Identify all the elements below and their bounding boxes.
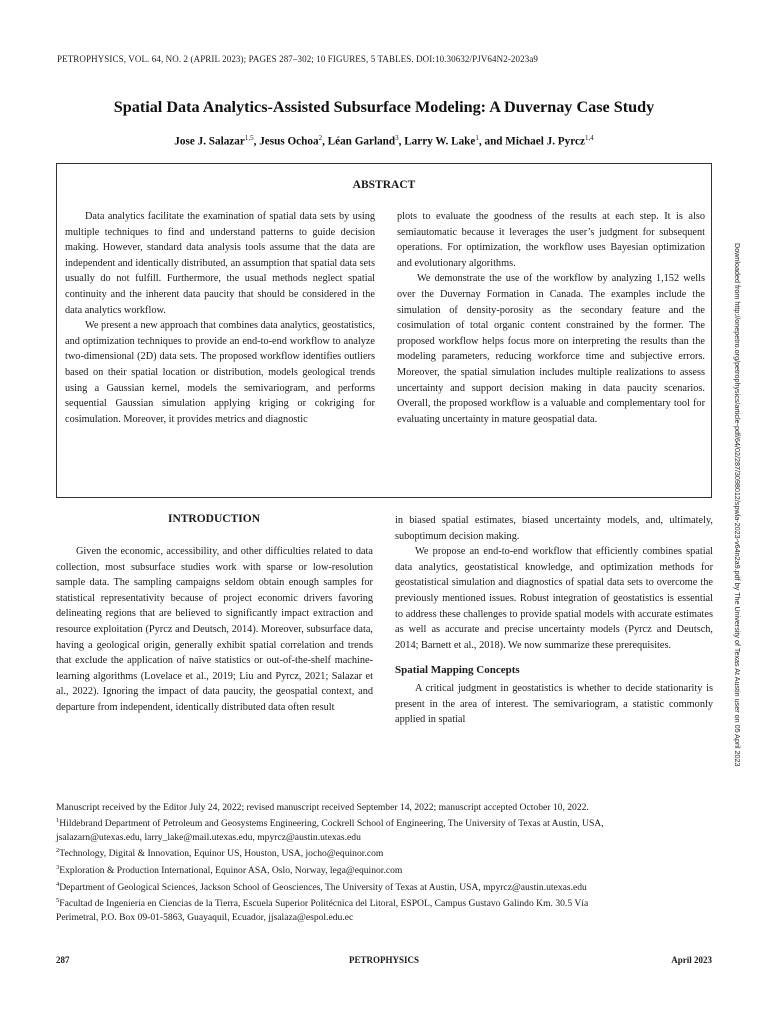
affiliation-footnote [56, 844, 716, 861]
affiliation-marker: 1,4 [584, 134, 594, 142]
author-name: , Léan Garland [322, 135, 396, 148]
body-paragraph: Given the economic, accessibility, and other difficulties related to data collection, most subsurface studies work with sparse or low-resolution sample data. The sampling campaigns seldom obtain enough samples for statistical representativity because of project economic drivers favoring delineating regions that are believed to significantly impact extraction and resource exploitation (Pyrcz and Deutsch, 2014). Moreover, subsurface data, having a geological origin, generally exhibit spatial correlation and trends that exclude the application of naïve statistics or out-of-the-shelf machine-learning algorithms (Lovelace et al., 2019; Liu and Pyrcz, 2021; Salazar et al., 2022). Ignoring the impact of data paucity, the geospatial context, and departure from independent, identically distributed data often result [56, 546, 373, 713]
abstract-right-column [397, 209, 705, 427]
footnote-marker: 5 [56, 897, 60, 905]
affiliation-marker: 1,5 [244, 134, 254, 142]
affiliation-text: Facultad de Ingeniería en Ciencias de la Tierra, Escuela Superior Politécnica del Litoral, ESPOL, Campus Gustavo Galindo Km. 30.5 Vía [59, 898, 589, 910]
introduction-left-column [56, 544, 373, 716]
body-paragraph: We propose an end-to-end workflow that efficiently combines spatial data analytics, geostatistical knowledge, and optimization methods for geostatistical simulation and diagnostics of spatial data sets to overcome the previously mentioned issues. Robust integration of geostatistics is essential to address these challenges to provide spatial models with accurate estimates as well as accurate and precise uncertainty models (Pyrcz and Deutsch, 2014; Barnett et al., 2018). We now summarize these prerequisites. [395, 546, 713, 651]
author-name: , and Michael J. Pyrcz [478, 135, 585, 148]
affiliation-marker: 1 [475, 134, 479, 142]
journal-footer: PETROPHYSICS [348, 955, 419, 965]
introduction-right-column [395, 513, 713, 728]
affiliation-marker: 3 [395, 134, 399, 142]
issue-date: April 2023 [671, 955, 712, 965]
affiliation-footnote [56, 894, 716, 911]
paper-title: Spatial Data Analytics-Assisted Subsurface Modeling: A Duvernay Case Study [113, 98, 655, 116]
abstract-paragraph: We present a new approach that combines data analytics, geostatistics, and optimization techniques to provide an end-to-end workflow to analyze two-dimensional (2D) data sets. The proposed workflow identifies outliers based on their spatial location or distribution, models geological trends using a Gaussian kernel, models the semivariogram, and performs sequential Gaussian simulation applying kriging or cokriging for cosimulation. Moreover, it provides metrics and diagnostic [65, 320, 375, 425]
journal-citation-header: PETROPHYSICS, VOL. 64, NO. 2 (APRIL 2023); PAGES 287–302; 10 FIGURES, 5 TABLES. DOI:10.30632/PJV64N2-2023a9 [57, 54, 539, 64]
body-paragraph: A critical judgment in geostatistics is whether to decide stationarity is present in the area of interest. The semivariogram, a statistic commonly applied in spatial [395, 682, 713, 726]
author-name: Jose J. Salazar [174, 135, 245, 148]
abstract-paragraph: We demonstrate the use of the workflow by analyzing 1,152 wells over the Duvernay Formation in Canada. The examples include the simulation of density-porosity as the secondary feature and the cosimulation of total organic content constrained by the former. The proposed workflow helps focus more on interpreting the results than the modeling parameters, reducing workforce time and subjective errors. Moreover, the spatial simulation includes multiple realizations to assess uncertainty and support decision making in data paucity scenarios. Overall, the proposed workflow is a valuable and complementary tool for evaluating uncertainty in mature geospatial data. [397, 273, 705, 425]
abstract-heading: ABSTRACT [352, 179, 416, 191]
abstract-paragraph: Data analytics facilitate the examination of spatial data sets by using multiple techniques to find and understand patterns to guide decision making. However, standard data analysis tools assume that the data are independent and identically distributed, an assumption that spatial data sets usually do not fulfill. Furthermore, the usual methods neglect spatial continuity and the inherent data paucity that should be considered in the data analytics workflow. [65, 211, 375, 316]
abstract-box [56, 163, 712, 498]
affiliation-footnote [56, 861, 716, 878]
body-paragraph: in biased spatial estimates, biased uncertainty models, and, ultimately, suboptimum decision making. [395, 515, 713, 542]
footnote-marker: 2 [56, 847, 60, 855]
footnote-marker: 3 [56, 864, 60, 871]
footnote-marker: 4 [56, 880, 60, 888]
affiliation-emails: jsalazarn@utexas.edu, larry_lake@mail.utexas.edu, mpyrcz@austin.utexas.edu [56, 832, 361, 843]
affiliation-marker: 2 [318, 134, 323, 142]
affiliation-text: Department of Geological Sciences, Jackson School of Geosciences, The University of Texas at Austin, USA, mpyrcz@austin.utexas.edu [59, 881, 587, 893]
introduction-heading: INTRODUCTION [167, 513, 260, 525]
subsection-heading: Spatial Mapping Concepts [395, 664, 520, 677]
author-name: , Larry W. Lake [398, 135, 476, 148]
footnotes [56, 801, 716, 924]
footnote-marker: 1 [56, 817, 60, 825]
affiliation-footnote [56, 814, 716, 831]
page-number: 287 [56, 955, 70, 965]
abstract-paragraph: plots to evaluate the goodness of the results at each step. It is also semiautomatic because it leverages the user’s judgment for subsequent operations. For optimization, the workflow uses Bayesian optimization and evolutionary algorithms. [397, 211, 705, 269]
author-name: , Jesus Ochoa [253, 135, 319, 148]
author-list [40, 134, 728, 148]
affiliation-text: Hildebrand Department of Petroleum and Geosystems Engineering, Cockrell School of Engineering, The University of Texas at Austin, USA, [59, 818, 604, 830]
affiliation-footnote [56, 878, 716, 895]
affiliation-text: Exploration & Production International, Equinor ASA, Oslo, Norway, lega@equinor.com [59, 865, 403, 877]
affiliation-continuation: Perimetral, P.O. Box 09-01-5863, Guayaquil, Ecuador, jjsalaza@espol.edu.ec [56, 911, 354, 923]
manuscript-note: Manuscript received by the Editor July 24, 2022; revised manuscript received September 14, 2022; manuscript accepted October 10, 2022. [56, 802, 589, 813]
abstract-left-column [65, 209, 375, 427]
download-watermark-note: Downloaded from http://onepetro.org/petrophysics/article-pdf/64/02/287/3098012/spwla-2023-v64n2a9.pdf by The University of Texas At Austin user on 05 April 2023 [733, 243, 742, 767]
affiliation-text: Technology, Digital & Innovation, Equinor US, Houston, USA, jocho@equinor.com [59, 848, 384, 860]
